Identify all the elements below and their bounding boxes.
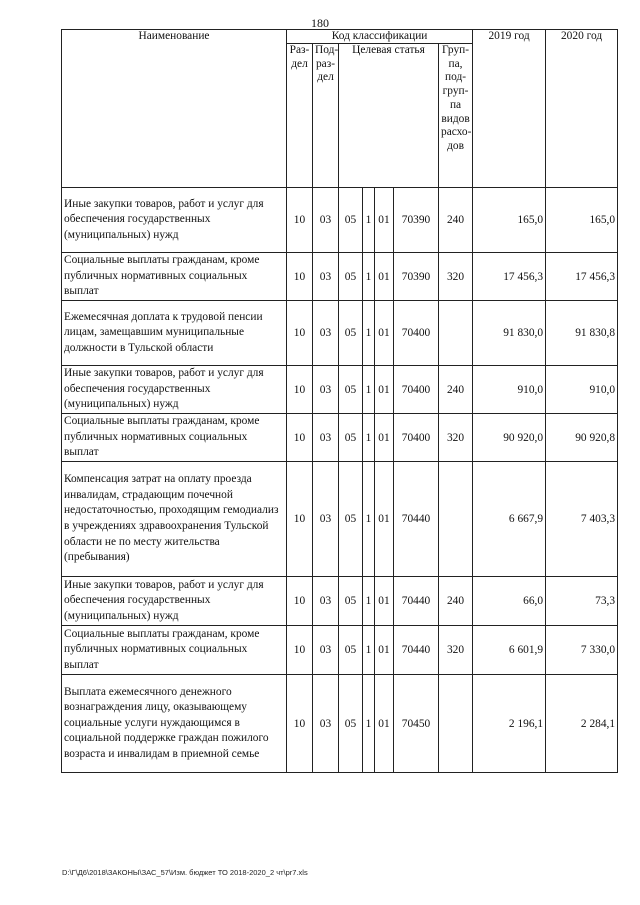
row-target-direction: 70400 xyxy=(394,414,439,462)
row-target-subprogram: 1 xyxy=(363,462,375,577)
row-amount-2020: 7 330,0 xyxy=(546,626,618,675)
row-target-direction: 70390 xyxy=(394,188,439,253)
row-target-direction: 70440 xyxy=(394,577,439,626)
row-expense-group: 320 xyxy=(439,626,473,675)
row-target-event: 01 xyxy=(375,626,394,675)
table-row xyxy=(62,414,618,462)
row-amount-2019: 17 456,3 xyxy=(473,253,546,301)
row-target-program: 05 xyxy=(339,626,363,675)
budget-table xyxy=(61,29,618,773)
footer-file-path: D:\Г\Д6\2018\ЗАКОНЫ\ЗАС_57\Изм. бюджет ТО 2018-2020_2 чт\pr7.xls xyxy=(62,868,308,877)
row-amount-2020: 91 830,8 xyxy=(546,301,618,366)
row-razdel: 10 xyxy=(287,414,313,462)
row-target-subprogram: 1 xyxy=(363,414,375,462)
row-target-subprogram: 1 xyxy=(363,626,375,675)
row-name: Иные закупки товаров, работ и услуг для обеспечения государственных (муниципальных) нужд xyxy=(62,577,287,626)
row-razdel: 10 xyxy=(287,577,313,626)
row-target-event: 01 xyxy=(375,577,394,626)
table-row xyxy=(62,577,618,626)
row-podrazdel: 03 xyxy=(313,414,339,462)
row-target-program: 05 xyxy=(339,414,363,462)
page-number: 180 xyxy=(311,16,329,30)
row-target-program: 05 xyxy=(339,253,363,301)
row-amount-2020: 90 920,8 xyxy=(546,414,618,462)
row-podrazdel: 03 xyxy=(313,253,339,301)
row-name: Социальные выплаты гражданам, кроме публичных нормативных социальных выплат xyxy=(62,626,287,675)
header-year-2019: 2019 год xyxy=(473,30,546,188)
row-amount-2019: 66,0 xyxy=(473,577,546,626)
row-target-direction: 70390 xyxy=(394,253,439,301)
row-podrazdel: 03 xyxy=(313,366,339,414)
header-subsection: Под- раз- дел xyxy=(313,44,339,188)
row-expense-group: 320 xyxy=(439,253,473,301)
header-name: Наименование xyxy=(62,30,287,188)
row-target-direction: 70450 xyxy=(394,675,439,773)
row-amount-2019: 910,0 xyxy=(473,366,546,414)
row-target-event: 01 xyxy=(375,301,394,366)
row-target-program: 05 xyxy=(339,301,363,366)
row-expense-group xyxy=(439,675,473,773)
row-amount-2020: 165,0 xyxy=(546,188,618,253)
row-amount-2019: 6 601,9 xyxy=(473,626,546,675)
row-target-subprogram: 1 xyxy=(363,301,375,366)
row-target-direction: 70400 xyxy=(394,301,439,366)
row-expense-group: 240 xyxy=(439,366,473,414)
row-name: Социальные выплаты гражданам, кроме публичных нормативных социальных выплат xyxy=(62,414,287,462)
table-row xyxy=(62,188,618,253)
row-razdel: 10 xyxy=(287,462,313,577)
row-expense-group: 320 xyxy=(439,414,473,462)
row-amount-2019: 91 830,0 xyxy=(473,301,546,366)
row-target-program: 05 xyxy=(339,577,363,626)
row-razdel: 10 xyxy=(287,366,313,414)
row-amount-2019: 2 196,1 xyxy=(473,675,546,773)
header-classification: Код классификации xyxy=(287,30,473,44)
row-podrazdel: 03 xyxy=(313,462,339,577)
row-podrazdel: 03 xyxy=(313,301,339,366)
row-target-event: 01 xyxy=(375,253,394,301)
table-body xyxy=(62,188,618,773)
row-podrazdel: 03 xyxy=(313,626,339,675)
row-target-program: 05 xyxy=(339,366,363,414)
header-year-2020: 2020 год xyxy=(546,30,618,188)
row-amount-2019: 165,0 xyxy=(473,188,546,253)
row-name: Компенсация затрат на оплату проезда инвалидам, страдающим почечной недостаточностью, проходящим гемодиализ в учреждениях здравоохранения Тульской области не по месту жительства (пребывания) xyxy=(62,462,287,577)
row-target-subprogram: 1 xyxy=(363,188,375,253)
table-row xyxy=(62,301,618,366)
row-amount-2020: 910,0 xyxy=(546,366,618,414)
table-row xyxy=(62,626,618,675)
row-target-program: 05 xyxy=(339,675,363,773)
row-razdel: 10 xyxy=(287,675,313,773)
row-target-subprogram: 1 xyxy=(363,253,375,301)
row-expense-group: 240 xyxy=(439,188,473,253)
row-target-event: 01 xyxy=(375,414,394,462)
row-razdel: 10 xyxy=(287,626,313,675)
row-razdel: 10 xyxy=(287,188,313,253)
row-target-direction: 70440 xyxy=(394,626,439,675)
row-razdel: 10 xyxy=(287,301,313,366)
row-name: Иные закупки товаров, работ и услуг для обеспечения государственных (муниципальных) нужд xyxy=(62,188,287,253)
row-target-subprogram: 1 xyxy=(363,675,375,773)
row-target-direction: 70400 xyxy=(394,366,439,414)
row-name: Социальные выплаты гражданам, кроме публичных нормативных социальных выплат xyxy=(62,253,287,301)
row-amount-2020: 73,3 xyxy=(546,577,618,626)
row-target-event: 01 xyxy=(375,675,394,773)
row-amount-2020: 2 284,1 xyxy=(546,675,618,773)
table-row xyxy=(62,675,618,773)
row-name: Иные закупки товаров, работ и услуг для обеспечения государственных (муниципальных) нужд xyxy=(62,366,287,414)
row-amount-2019: 90 920,0 xyxy=(473,414,546,462)
row-name: Ежемесячная доплата к трудовой пенсии лицам, замещавшим муниципальные должности в Тульской области xyxy=(62,301,287,366)
table-row xyxy=(62,462,618,577)
row-target-subprogram: 1 xyxy=(363,577,375,626)
table-row xyxy=(62,253,618,301)
row-amount-2019: 6 667,9 xyxy=(473,462,546,577)
row-target-event: 01 xyxy=(375,366,394,414)
header-expense-group: Груп- па, под- груп- па видов расхо- дов xyxy=(439,44,473,188)
row-name: Выплата ежемесячного денежного вознаграждения лицу, оказывающему социальные услуги нуждающимся в социальной поддержке граждан пожилого возраста и инвалидам в приемной семье xyxy=(62,675,287,773)
row-target-event: 01 xyxy=(375,462,394,577)
row-expense-group: 240 xyxy=(439,577,473,626)
row-podrazdel: 03 xyxy=(313,577,339,626)
row-target-program: 05 xyxy=(339,462,363,577)
row-target-direction: 70440 xyxy=(394,462,439,577)
row-amount-2020: 17 456,3 xyxy=(546,253,618,301)
row-podrazdel: 03 xyxy=(313,675,339,773)
row-expense-group xyxy=(439,301,473,366)
row-target-program: 05 xyxy=(339,188,363,253)
row-razdel: 10 xyxy=(287,253,313,301)
header-section: Раз- дел xyxy=(287,44,313,188)
row-expense-group xyxy=(439,462,473,577)
row-target-event: 01 xyxy=(375,188,394,253)
row-podrazdel: 03 xyxy=(313,188,339,253)
row-target-subprogram: 1 xyxy=(363,366,375,414)
row-amount-2020: 7 403,3 xyxy=(546,462,618,577)
header-target-article: Целевая статья xyxy=(339,44,439,188)
table-row xyxy=(62,366,618,414)
